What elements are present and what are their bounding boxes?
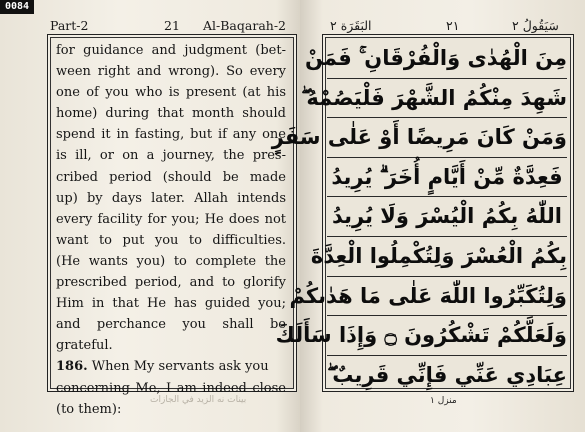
translation-text: When My servants ask you [87,359,269,375]
translation-line: prescribed period, and to glorify [56,275,286,291]
arabic-line: وَلِتُكَبِّرُوا اللّٰهَ عَلٰى مَا هَدٰىكُمْ [327,277,567,317]
arabic-line: عِبَادِي عَنِّي فَإِنِّي قَرِيبٌ ۖ [327,362,567,387]
translation-line: want to put you to difficulties. [56,232,286,248]
translation-line: (to them): [56,401,122,417]
translation-line: one of you who is present (at his [56,85,286,101]
translation-line: Him in that He has guided you; [56,296,286,312]
arabic-text [271,39,567,394]
translation-line: for guidance and judgment (bet- [56,43,286,58]
arabic-line: وَلَعَلَّكُمْ تَشْكُرُونَ ۝ وَإِذَا سَأَلَكَ [327,316,567,356]
arabic-line: بِكُمُ الْعُسْرَ وَلِتُكْمِلُوا الْعِدَّةَ [327,237,567,277]
arabic-line: وَمَنْ كَانَ مَرِيضًا أَوْ عَلٰى سَفَرٍ [327,118,567,158]
translation-line: concerning Me, I am indeed close [56,380,286,396]
right-header-part: سَيَقُولُ ٢ [512,18,559,33]
translation-line: home) during that month should [56,106,286,122]
arabic-line: اللّٰهُ بِكُمُ الْيُسْرَ وَلَا يُرِيدُ [327,197,567,237]
english-translation [56,40,286,420]
translation-line: ween right and wrong). So every [56,64,286,80]
bleed-through-text: بينات نه الزيد في الجازات [150,395,247,405]
arabic-line: مِنَ الْهُدٰى وَالْفُرْقَانِ ۚ فَمَنْ [327,39,567,79]
translation-line: cribed period (should be made [56,169,286,185]
image-tag: 0084 [0,0,34,14]
arabic-line: فَعِدَّةٌ مِّنْ أَيَّامٍ أُخَرَ ۗ يُرِيدُ [327,158,567,198]
translation-line: grateful. [56,338,113,354]
translation-line: every facility for you; He does not [56,211,286,227]
right-header-surah: البَقَرَة ٢ [330,18,372,33]
arabic-line: شَهِدَ مِنْكُمُ الشَّهْرَ فَلْيَصُمْهُ ۖ [327,79,567,119]
translation-line: (He wants you) to complete the [56,253,286,269]
translation-line: up) by days later. Allah intends [56,190,286,206]
translation-line: is ill, or on a journey, the pres- [56,148,286,164]
translation-line: spend it in fasting, but if any one [56,127,286,143]
right-header-page-number: ٢١ [446,18,460,33]
left-header-surah: Al-Baqarah-2 [203,18,286,33]
left-header-page-number: 21 [164,18,180,33]
right-footer-manzil: منزل ١ [430,396,457,406]
verse-186-first-line [56,356,286,377]
verse-number: 186. [56,359,88,375]
left-header-part: Part-2 [50,18,89,33]
translation-line: and perchance you shall be [56,317,286,333]
